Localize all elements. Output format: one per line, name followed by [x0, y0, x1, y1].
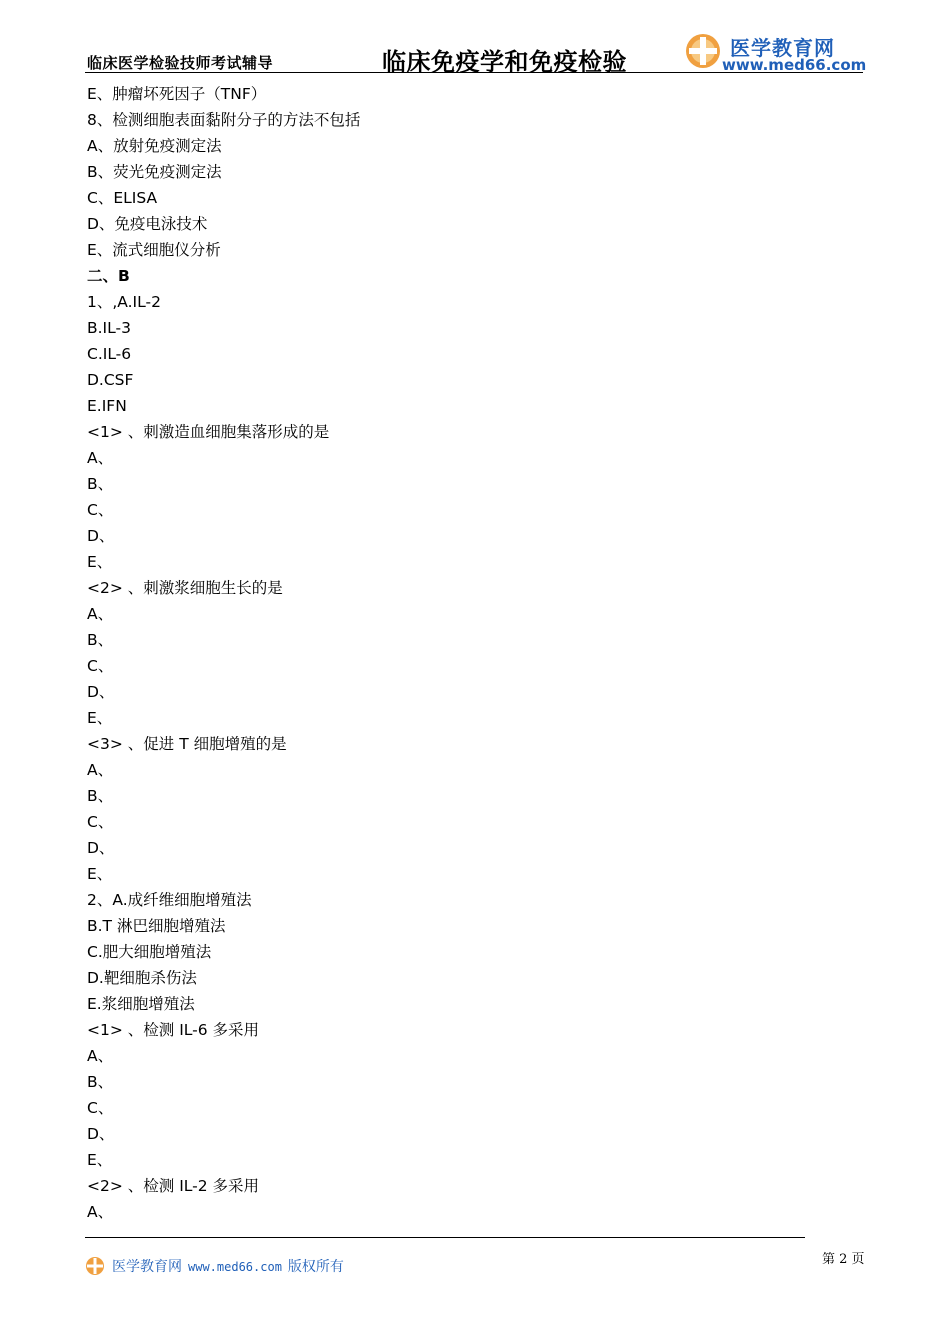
text-line: D、 — [87, 839, 115, 857]
footer-copyright — [112, 1256, 344, 1276]
text-line: A、放射免疫测定法 — [87, 137, 222, 155]
text-line: A、 — [87, 761, 114, 779]
text-line: E.浆细胞增殖法 — [87, 995, 195, 1013]
text-line: B、 — [87, 787, 114, 805]
text-line: A、 — [87, 1203, 114, 1221]
text-line: C、 — [87, 813, 114, 831]
header-subtitle: 临床医学检验技师考试辅导 — [87, 54, 274, 72]
text-line: A、 — [87, 1047, 114, 1065]
text-line: <2> 、检测 IL-2 多采用 — [87, 1177, 260, 1195]
text-line: <3> 、促进 T 细胞增殖的是 — [87, 735, 287, 753]
text-line: E、肿瘤坏死因子（TNF） — [87, 85, 267, 103]
document-body — [87, 81, 847, 1225]
site-logo — [684, 32, 867, 74]
text-line: C.肥大细胞增殖法 — [87, 943, 212, 961]
text-line: <1> 、刺激造血细胞集落形成的是 — [87, 423, 330, 441]
text-line: 二、B — [87, 267, 130, 285]
text-line: D.CSF — [87, 371, 134, 389]
footer-rights: 版权所有 — [287, 1259, 344, 1275]
text-line: E、 — [87, 553, 113, 571]
text-line: C、 — [87, 1099, 114, 1117]
text-line: C、ELISA — [87, 189, 158, 207]
text-line: B、荧光免疫测定法 — [87, 163, 222, 181]
text-line: <2> 、刺激浆细胞生长的是 — [87, 579, 283, 597]
page-title: 临床免疫学和免疫检验 — [382, 47, 627, 76]
text-line: <1> 、检测 IL-6 多采用 — [87, 1021, 260, 1039]
text-line: D、 — [87, 683, 115, 701]
footer-divider — [85, 1237, 805, 1238]
logo-url: www.med66.com — [722, 56, 867, 74]
text-line: A、 — [87, 449, 114, 467]
text-line: D、 — [87, 1125, 115, 1143]
text-line: E.IFN — [87, 397, 127, 415]
text-line: B、 — [87, 1073, 114, 1091]
text-line: E、 — [87, 865, 113, 883]
cross-circle-logo-icon — [684, 32, 722, 70]
text-line: D.靶细胞杀伤法 — [87, 969, 197, 987]
text-line: E、 — [87, 1151, 113, 1169]
footer-site-url[interactable]: www.med66.com — [188, 1260, 282, 1274]
text-line: B、 — [87, 631, 114, 649]
text-line: 8、检测细胞表面黏附分子的方法不包括 — [87, 111, 361, 129]
text-line: 1、,A.IL-2 — [87, 293, 161, 311]
text-line: D、免疫电泳技术 — [87, 215, 208, 233]
text-line: C、 — [87, 657, 114, 675]
text-line: E、 — [87, 709, 113, 727]
text-line: B.T 淋巴细胞增殖法 — [87, 917, 226, 935]
text-line: B.IL-3 — [87, 319, 131, 337]
logo-name: 医学教育网 — [730, 36, 835, 60]
text-line: 2、A.成纤维细胞增殖法 — [87, 891, 252, 909]
text-line: C.IL-6 — [87, 345, 132, 363]
text-line: E、流式细胞仪分析 — [87, 241, 221, 259]
header-divider — [85, 72, 863, 73]
page-number: 第 2 页 — [822, 1252, 865, 1267]
text-line: B、 — [87, 475, 114, 493]
text-line: C、 — [87, 501, 114, 519]
text-line: D、 — [87, 527, 115, 545]
footer-logo-icon — [85, 1256, 105, 1276]
footer-site-name: 医学教育网 — [112, 1259, 182, 1275]
text-line: A、 — [87, 605, 114, 623]
